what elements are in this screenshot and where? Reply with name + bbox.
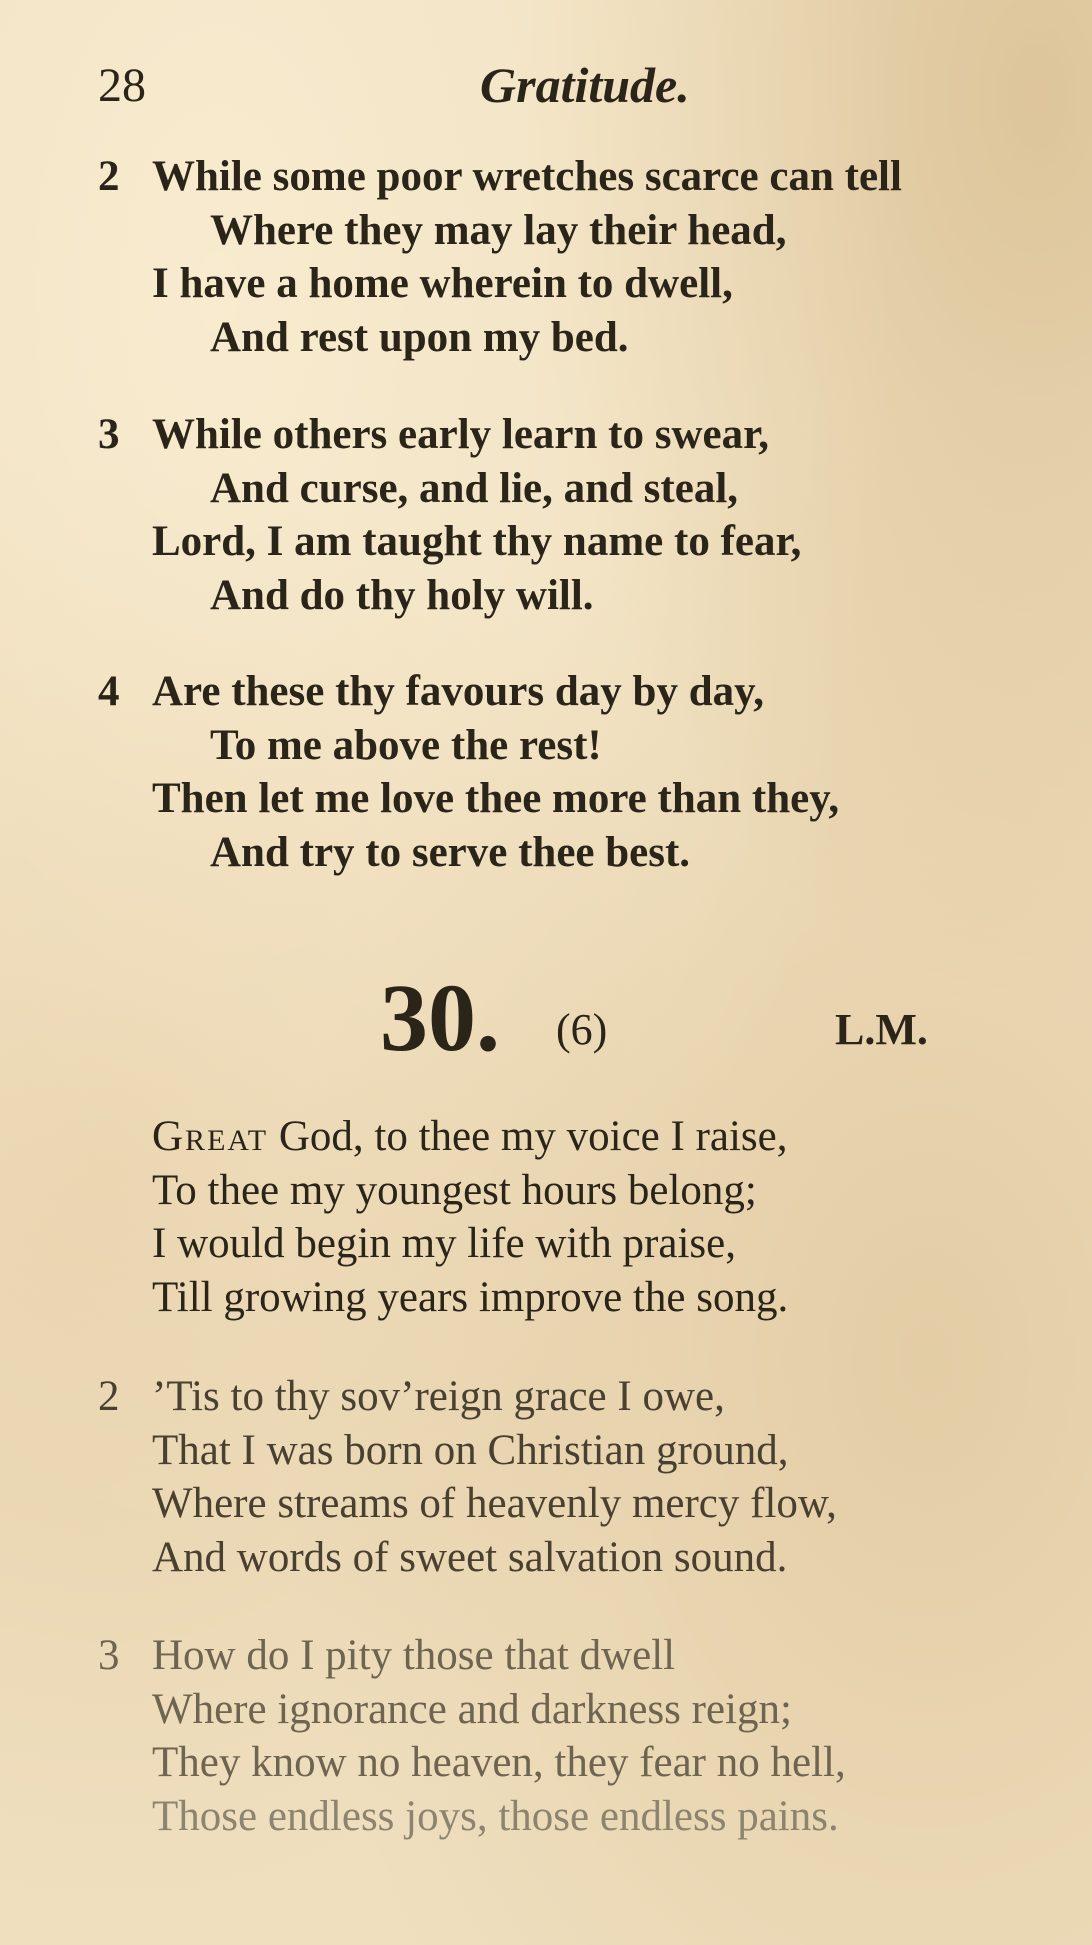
- hymn-29-stanza-2: [98, 150, 1078, 364]
- verse-line: They know no heaven, they fear no hell,: [152, 1739, 846, 1786]
- hymn-30-stanza-1: [98, 1110, 1078, 1324]
- hymn-29-stanza-4: [98, 665, 1078, 879]
- verse-line: To me above the rest!: [210, 721, 602, 769]
- drop-word: Great: [152, 1113, 269, 1160]
- verse-line: Those endless joys, those endless pains.: [152, 1792, 839, 1840]
- verse-line: And curse, and lie, and steal,: [210, 464, 739, 512]
- hymn-tune-number: (6): [556, 1005, 608, 1054]
- hymn-heading: [380, 964, 1030, 1080]
- verse-line: 2 ’Tis to thy sov’reign grace I owe,: [98, 1370, 1078, 1424]
- verse-line: That I was born on Christian ground,: [152, 1426, 789, 1474]
- stanza-number: 3: [98, 1632, 120, 1679]
- page-header: [98, 58, 998, 118]
- verse-line: And words of sweet salvation sound.: [152, 1533, 788, 1581]
- verse-line: Great God, to thee my voice I raise,: [152, 1113, 788, 1160]
- verse-line: And rest upon my bed.: [210, 313, 629, 361]
- verse-line: I have a home wherein to dwell,: [152, 260, 733, 307]
- verse-line: 2 While some poor wretches scarce can tell: [98, 150, 1078, 204]
- verse-line: Till growing years improve the song.: [152, 1273, 789, 1321]
- hymn-29-stanza-3: [98, 408, 1078, 622]
- verse-line: Where they may lay their head,: [210, 206, 787, 254]
- verse-line: 4 Are these thy favours day by day,: [98, 665, 1078, 719]
- verse-line: Where streams of heavenly mercy flow,: [152, 1480, 837, 1527]
- hymn-30-stanza-3: [98, 1629, 1078, 1843]
- verse-line: And try to serve thee best.: [210, 828, 691, 876]
- running-title: Gratitude.: [480, 57, 690, 113]
- hymn-number: 30.: [380, 964, 500, 1071]
- verse-line: Lord, I am taught thy name to fear,: [152, 518, 802, 565]
- stanza-number: 3: [98, 411, 120, 458]
- stanza-number: 2: [98, 153, 120, 200]
- hymn-meter: L.M.: [835, 1005, 928, 1054]
- page-number: 28: [98, 59, 146, 112]
- verse-line: To thee my youngest hours belong;: [152, 1166, 757, 1214]
- verse-line: 3 How do I pity those that dwell: [98, 1629, 1078, 1683]
- hymn-30-stanza-2: [98, 1370, 1078, 1584]
- stanza-number: 4: [98, 668, 120, 715]
- verse-line: Then let me love thee more than they,: [152, 775, 840, 822]
- verse-line: 3 While others early learn to swear,: [98, 408, 1078, 462]
- verse-line: Where ignorance and darkness reign;: [152, 1685, 792, 1733]
- verse-line: And do thy holy will.: [210, 571, 594, 619]
- stanza-number: 2: [98, 1373, 120, 1420]
- verse-line: I would begin my life with praise,: [152, 1220, 736, 1267]
